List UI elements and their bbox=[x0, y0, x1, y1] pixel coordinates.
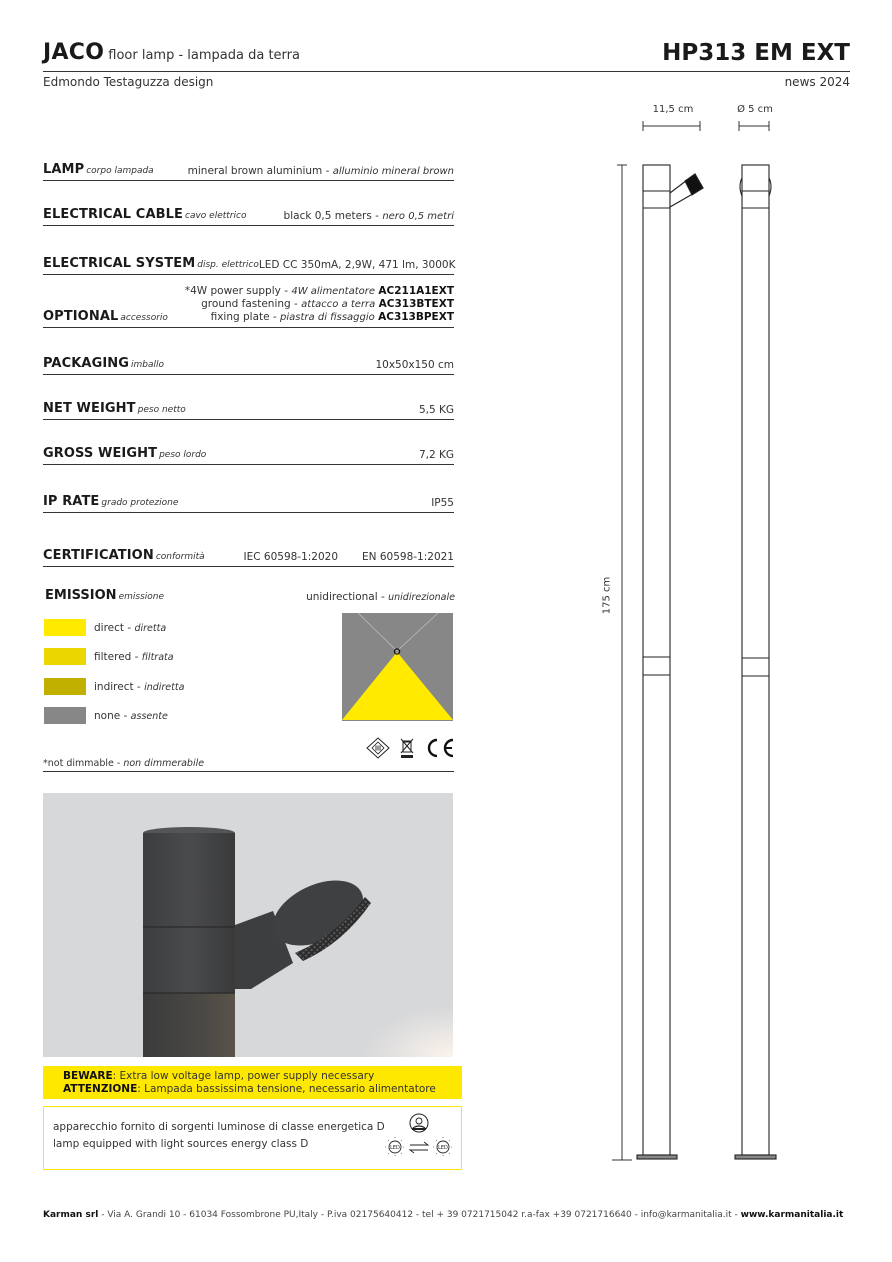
optional-line: *4W power supply - 4W alimentatore AC211A1EXT bbox=[184, 285, 454, 297]
product-photo bbox=[43, 793, 453, 1057]
emission-type: unidirectional - unidirezionale bbox=[306, 591, 455, 603]
user-replaceable-icon bbox=[410, 1114, 428, 1132]
spec-row-lamp bbox=[43, 158, 454, 181]
legend-swatch bbox=[44, 678, 86, 695]
spec-row-electrical-system bbox=[43, 251, 454, 275]
spec-value: 7,2 KG bbox=[418, 449, 454, 461]
width-dimension-label: 11,5 cm bbox=[652, 104, 694, 115]
product-name: JACO bbox=[43, 40, 105, 65]
product-subtitle: floor lamp - lampada da terra bbox=[108, 48, 300, 63]
warning-line-en: BEWARE: Extra low voltage lamp, power supply necessary bbox=[63, 1070, 375, 1082]
optional-line: ground fastening - attacco a terra AC313BTEXT bbox=[201, 298, 454, 310]
spec-value: IP55 bbox=[431, 497, 454, 509]
company-address: - Via A. Grandi 10 - 61034 Fossombrone PU,Italy - P.iva 02175640412 - tel + 39 0721715042 r.a-fax +39 0721716640 - info@karmanitalia.it - bbox=[98, 1210, 741, 1220]
legend-label: indirect - indiretta bbox=[94, 680, 185, 693]
optional-line: fixing plate - piastra di fissaggio AC313BPEXT bbox=[210, 311, 454, 323]
legend-item-none bbox=[44, 707, 168, 724]
company-name: Karman srl bbox=[43, 1210, 99, 1220]
diameter-dimension-label: Ø 5 cm bbox=[737, 104, 773, 115]
legend-item-direct bbox=[44, 619, 166, 636]
edition: news 2024 bbox=[784, 75, 850, 89]
legend-label: filtered - filtrata bbox=[94, 650, 174, 663]
energy-icons bbox=[383, 1113, 455, 1163]
spec-value: mineral brown aluminium - alluminio mineral brown bbox=[187, 165, 454, 177]
svg-text:LED: LED bbox=[438, 1145, 448, 1151]
spec-row-ip-rate bbox=[43, 487, 454, 513]
spec-row-net-weight bbox=[43, 397, 454, 420]
spec-value: IEC 60598-1:2020 EN 60598-1:2021 bbox=[243, 551, 454, 563]
class-iii-icon bbox=[366, 737, 390, 759]
warning-banner bbox=[43, 1066, 462, 1099]
spec-value: 5,5 KG bbox=[418, 404, 454, 416]
footer bbox=[43, 1210, 843, 1220]
legend-item-indirect bbox=[44, 678, 184, 695]
spec-value: 10x50x150 cm bbox=[375, 359, 454, 371]
spec-label: CERTIFICATION conformità bbox=[43, 548, 205, 563]
height-dimension-label: 175 cm bbox=[601, 576, 613, 615]
spec-label: IP RATE grado protezione bbox=[43, 494, 179, 509]
spec-label: PACKAGING imballo bbox=[43, 356, 165, 371]
legend-swatch bbox=[44, 707, 86, 724]
legend-label: direct - diretta bbox=[94, 621, 167, 634]
product-title bbox=[43, 40, 300, 65]
energy-line-en: lamp equipped with light sources energy class D bbox=[53, 1138, 309, 1150]
spec-value: black 0,5 meters - nero 0,5 metri bbox=[283, 210, 454, 222]
technical-drawing bbox=[595, 100, 795, 1175]
svg-text:LED: LED bbox=[390, 1145, 400, 1151]
spec-label: LAMP corpo lampada bbox=[43, 162, 154, 177]
energy-line-it: apparecchio fornito di sorgenti luminose di classe energetica D bbox=[53, 1121, 385, 1133]
legend-item-filtered bbox=[44, 648, 174, 665]
product-code: HP313 EM EXT bbox=[662, 40, 850, 66]
warning-line-it: ATTENZIONE: Lampada bassissima tensione, necessario alimentatore bbox=[63, 1083, 436, 1095]
spec-row-certification bbox=[43, 541, 454, 567]
emission-title: EMISSION emissione bbox=[45, 588, 165, 603]
legend-swatch bbox=[44, 619, 86, 636]
ce-mark-icon bbox=[424, 737, 456, 759]
front-view bbox=[637, 165, 703, 1159]
led-bulb-icon-right bbox=[433, 1137, 453, 1157]
header-divider bbox=[43, 71, 850, 72]
dimmable-note: *not dimmable - non dimmerabile bbox=[43, 758, 454, 772]
emission-diagram bbox=[342, 613, 453, 721]
spec-label: GROSS WEIGHT peso lordo bbox=[43, 446, 207, 461]
swap-arrows-icon bbox=[410, 1142, 428, 1153]
spec-row-electrical-cable bbox=[43, 203, 454, 226]
legend-label: none - assente bbox=[94, 709, 168, 722]
spec-row-gross-weight bbox=[43, 442, 454, 465]
spec-value: LED CC 350mA, 2,9W, 471 lm, 3000K bbox=[258, 259, 456, 271]
weee-bin-icon bbox=[399, 737, 415, 759]
spec-label: OPTIONAL accessorio bbox=[43, 309, 168, 324]
side-view bbox=[735, 165, 776, 1159]
optional-accessories bbox=[185, 285, 454, 324]
legend-swatch bbox=[44, 648, 86, 665]
spec-row-packaging bbox=[43, 352, 454, 375]
spec-label: ELECTRICAL SYSTEM disp. elettrico bbox=[43, 256, 259, 271]
designer: Edmondo Testaguzza design bbox=[43, 75, 214, 89]
spec-row-optional bbox=[43, 281, 454, 328]
led-bulb-icon-left bbox=[385, 1137, 405, 1157]
spec-label: NET WEIGHT peso netto bbox=[43, 401, 186, 416]
website-link[interactable]: www.karmanitalia.it bbox=[740, 1210, 844, 1220]
spec-label: ELECTRICAL CABLE cavo elettrico bbox=[43, 207, 247, 222]
